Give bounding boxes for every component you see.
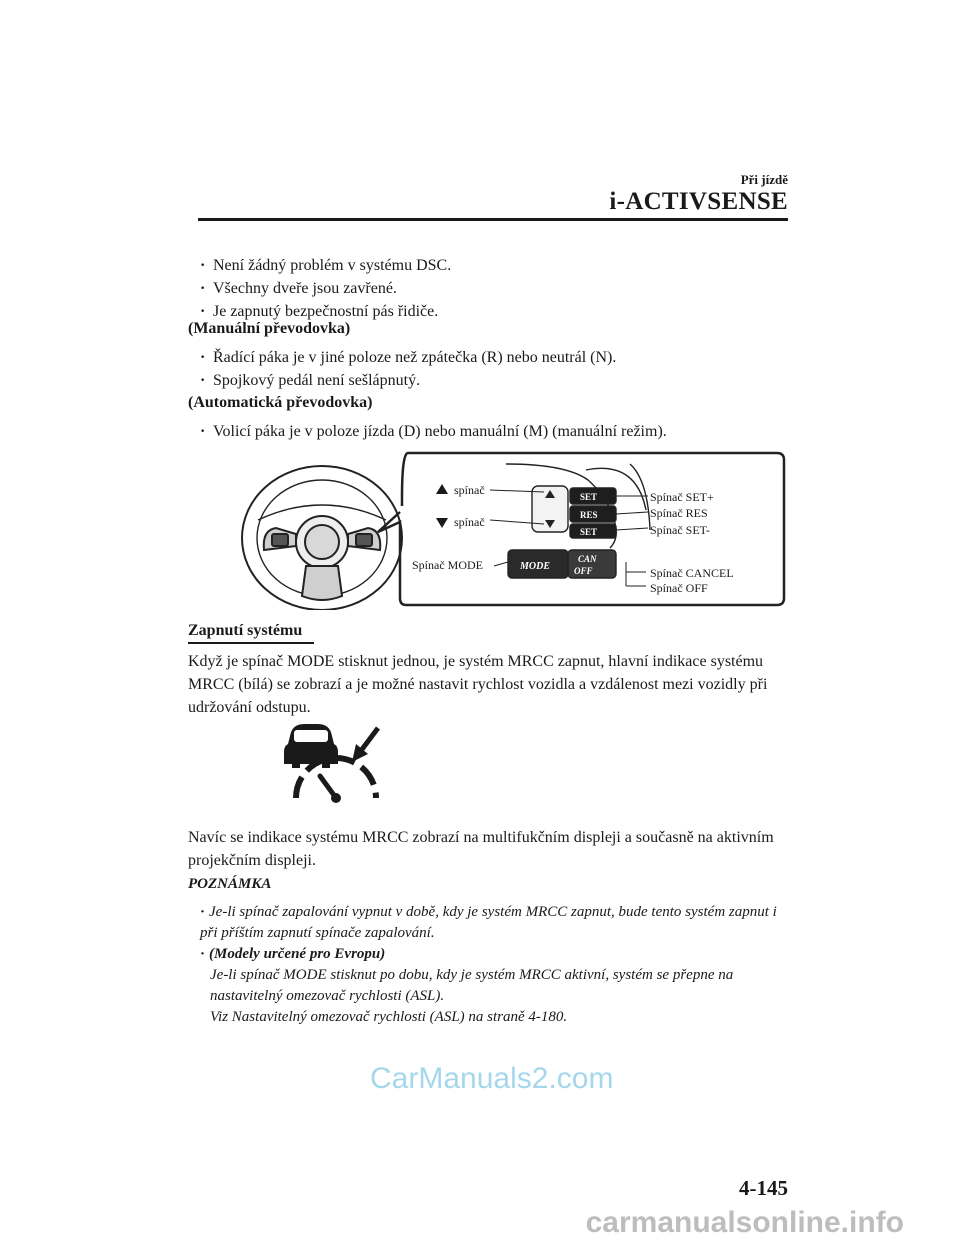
bullet-icon: · [200, 946, 206, 962]
bullet-icon: · [200, 423, 206, 440]
set-minus-button-text: SET [580, 527, 598, 537]
res-switch-label: Spínač RES [650, 506, 708, 520]
watermark-footer: carmanualsonline.info [585, 1206, 904, 1239]
mode-button-text: MODE [520, 561, 551, 572]
list-item-text: Volicí páka je v poloze jízda (D) nebo manuální (M) (manuální režim). [213, 423, 667, 440]
steering-switch-diagram [236, 450, 788, 610]
off-button-text: OFF [574, 566, 593, 576]
list-item-text: Je zapnutý bezpečnostní pás řidiče. [213, 303, 439, 320]
automatic-heading: (Automatická převodovka) [188, 394, 373, 411]
bullet-icon: · [200, 372, 206, 389]
list-item-text: Není žádný problém v systému DSC. [213, 257, 452, 274]
list-item [200, 369, 420, 392]
list-item [200, 346, 616, 369]
bullet-icon: · [200, 303, 206, 320]
up-switch-label: spínač [454, 483, 485, 497]
steering-wheel-illustration [242, 466, 402, 610]
note-item: · Je-li spínač zapalování vypnut v době, kdy je systém MRCC zapnut, bude tento systém zapnut i při příštím zapnutí spínače zapalování. [200, 904, 777, 941]
section-paragraph-2: Navíc se indikace systému MRCC zobrazí na multifukčním displeji a současně na aktivním projekčním displeji. [188, 829, 774, 869]
bullet-icon: · [200, 280, 206, 297]
mrcc-indicator-icon [282, 718, 390, 806]
list-item-text: Řadící páka je v jiné poloze než zpátečka (R) nebo neutrál (N). [213, 349, 617, 366]
list-item [200, 277, 397, 300]
can-button-text: CAN [578, 554, 597, 564]
set-plus-switch-label: Spínač SET+ [650, 490, 714, 504]
watermark: CarManuals2.com [370, 1062, 614, 1095]
list-item-text: Všechny dveře jsou zavřené. [213, 280, 397, 297]
list-item-text: Spojkový pedál není sešlápnutý. [213, 372, 421, 389]
section-paragraph: Když je spínač MODE stisknut jednou, je systém MRCC zapnut, hlavní indikace systému MRCC (bílá) se zobrazí a je možné nastavit rychlost vozidla a vzdálenost mezi vozidly při udržování odstupu. [188, 653, 768, 716]
bullet-icon: · [200, 349, 206, 366]
up-triangle-icon [436, 484, 448, 494]
off-switch-label: Spínač OFF [650, 581, 708, 595]
running-header-chapter: i-ACTIVSENSE [609, 188, 788, 215]
list-item [200, 254, 451, 277]
note-heading: POZNÁMKA [188, 876, 272, 892]
list-item [200, 420, 667, 443]
section-title-underline [188, 642, 314, 644]
cancel-switch-label: Spínač CANCEL [650, 566, 734, 580]
set-button-text: SET [580, 492, 598, 502]
section-title: Zapnutí systému [188, 622, 303, 639]
bullet-icon: · [200, 257, 206, 274]
res-button-text: RES [580, 510, 598, 520]
down-triangle-icon [436, 518, 448, 528]
running-header-section: Při jízdě [740, 172, 788, 187]
note-item: · (Modely určené pro Evropu) Je-li spínač MODE stisknut po dobu, kdy je systém MRCC aktivní, systém se přepne na nastavitelný omezovač rychlosti (ASL). Viz Nastavitelný omezovač rychlosti (ASL) na straně 4-180. [200, 946, 734, 1025]
mode-switch-label: Spínač MODE [412, 558, 483, 572]
header-rule [198, 218, 788, 221]
page-number: 4-145 [739, 1176, 788, 1200]
set-minus-switch-label: Spínač SET- [650, 523, 710, 537]
manual-heading: (Manuální převodovka) [188, 320, 351, 337]
down-switch-label: spínač [454, 515, 485, 529]
bullet-icon: · [200, 904, 206, 920]
